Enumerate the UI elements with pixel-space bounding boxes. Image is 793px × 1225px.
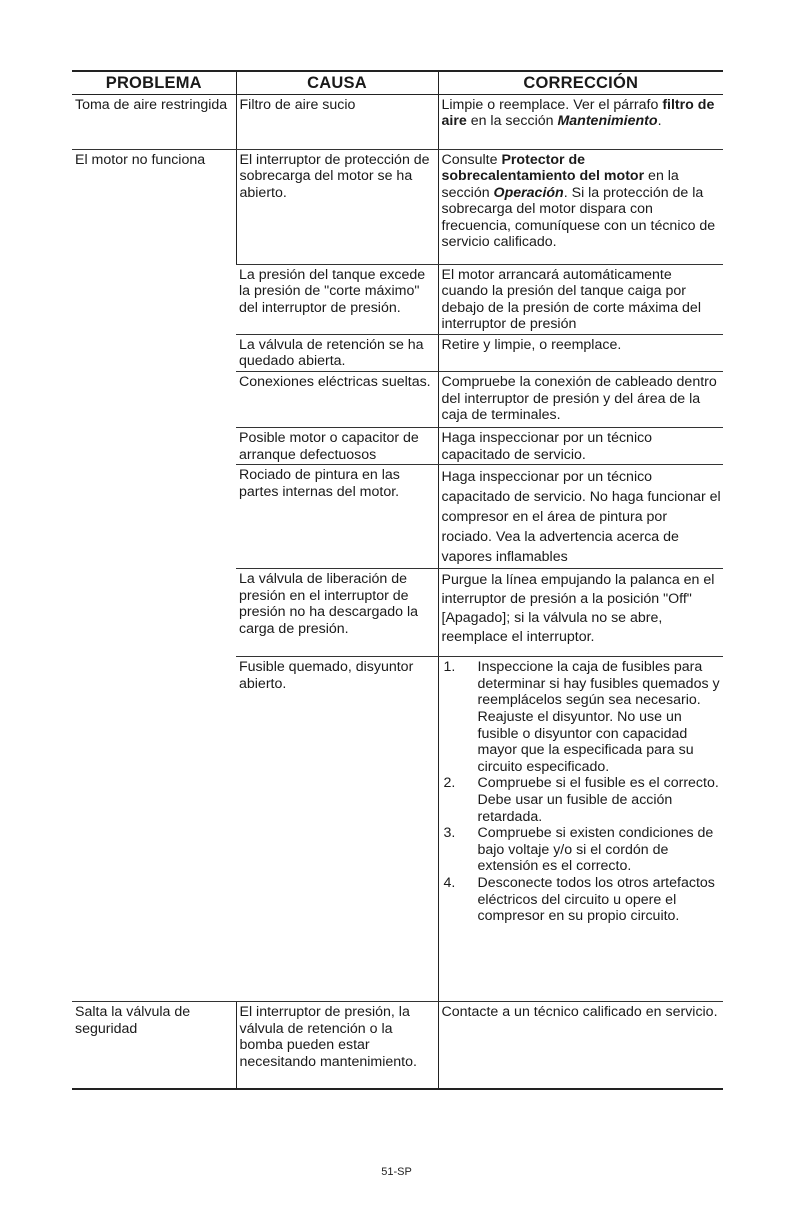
correction-bold-italic: Operación (493, 184, 564, 201)
header-problem: PROBLEMA (72, 71, 236, 94)
cause-cell: La presión del tanque excede la presión de "corte máximo" del interruptor de presión. (236, 264, 438, 334)
cause-cell: Conexiones eléctricas sueltas. (236, 372, 438, 428)
list-item (442, 775, 722, 825)
problem-cell: Salta la válvula de seguridad (72, 1002, 236, 1089)
page-number: 51-SP (381, 1166, 412, 1178)
step-text: Compruebe si el fusible es el correcto. Debe usar un fusible de acción retardada. (477, 775, 719, 825)
correction-cell (438, 94, 723, 149)
step-number: 1. (443, 659, 456, 676)
cause-cell: El interruptor de protección de sobrecarga del motor se ha abierto. (236, 149, 438, 264)
list-item (442, 875, 722, 925)
correction-cell: Purgue la línea empujando la palanca en el interruptor de presión a la posición "Off" [Apagado]; si la válvula no se abre, reemplace el interruptor. (438, 569, 723, 657)
correction-cell: Haga inspeccionar por un técnico capacitado de servicio. (438, 428, 723, 465)
cause-cell: Filtro de aire sucio (236, 94, 438, 149)
header-correction: CORRECCIÓN (438, 71, 723, 94)
cause-cell: El interruptor de presión, la válvula de retención o la bomba pueden estar necesitando mantenimiento. (236, 1002, 438, 1089)
step-text: Inspeccione la caja de fusibles para determinar si hay fusibles quemados y reemplácelos según sea necesario. Reajuste el disyuntor. No use un fusible o disyuntor con capacidad mayor que la especificada para su circuito especificado. (477, 659, 720, 775)
problem-cell: El motor no funciona (72, 149, 236, 1002)
cause-cell: Fusible quemado, disyuntor abierto. (236, 657, 438, 1002)
correction-cell: El motor arrancará automáticamente cuando la presión del tanque caiga por debajo de la presión de corte máxima del interruptor de presión (438, 264, 723, 334)
table-header-row (72, 71, 723, 94)
cause-cell: Rociado de pintura en las partes internas del motor. (236, 465, 438, 569)
header-cause: CAUSA (236, 71, 438, 94)
correction-text: . Si la protección de la sobrecarga del motor dispara con frecuencia, comuníquese con un técnico de servicio calificado. (441, 184, 716, 251)
cause-cell: La válvula de retención se ha quedado abierta. (236, 334, 438, 371)
correction-steps (442, 659, 722, 925)
cause-cell: La válvula de liberación de presión en el interruptor de presión no ha descargado la carga de presión. (236, 569, 438, 657)
correction-text: en la sección (466, 113, 558, 130)
list-item (442, 825, 722, 875)
step-number: 3. (443, 825, 456, 842)
correction-text: Limpie o reemplace. Ver el párrafo (441, 96, 663, 113)
table-row (72, 149, 723, 264)
problem-cell: Toma de aire restringida (72, 94, 236, 149)
correction-text: Consulte (441, 151, 502, 168)
correction-cell (438, 149, 723, 264)
troubleshooting-table (72, 70, 723, 1090)
step-number: 4. (443, 874, 456, 891)
correction-cell: Compruebe la conexión de cableado dentro del interruptor de presión y del área de la caja de terminales. (438, 372, 723, 428)
step-text: Desconecte todos los otros artefactos eléctricos del circuito u opere el compresor en su propio circuito. (477, 874, 715, 925)
correction-bold-italic: Mantenimiento (557, 113, 658, 130)
step-text: Compruebe si existen condiciones de bajo voltaje y/o si el cordón de extensión es el correcto. (477, 825, 714, 875)
correction-text: en la sección (441, 168, 679, 201)
table-row (72, 1002, 723, 1089)
correction-cell: Retire y limpie, o reemplace. (438, 334, 723, 371)
correction-cell (438, 657, 723, 1002)
table-row (72, 94, 723, 149)
list-item (442, 659, 722, 775)
cause-cell: Posible motor o capacitor de arranque defectuosos (236, 428, 438, 465)
correction-bold: Protector de sobrecalentamiento del motor (441, 151, 645, 185)
correction-text: . (657, 113, 662, 130)
correction-cell: Contacte a un técnico calificado en servicio. (438, 1002, 723, 1089)
correction-bold: filtro de aire (441, 96, 715, 130)
correction-cell: Haga inspeccionar por un técnico capacitado de servicio. No haga funcionar el compresor en el área de pintura por rociado. Vea la advertencia acerca de vapores inflamables (438, 465, 723, 569)
step-number: 2. (443, 775, 456, 792)
